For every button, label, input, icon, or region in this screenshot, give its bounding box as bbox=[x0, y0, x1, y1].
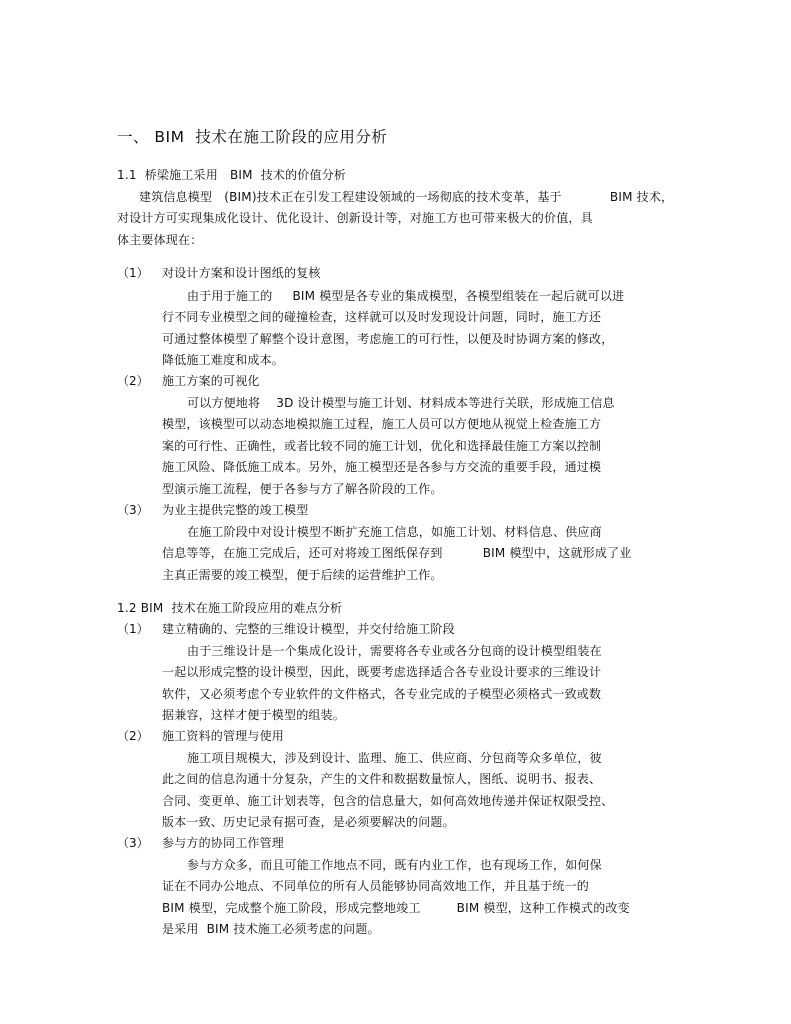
item-number: （1） bbox=[117, 622, 149, 636]
paragraph-line: 由于三维设计是一个集成化设计，需要将各专业或各分包商的设计模型组装在 bbox=[187, 644, 602, 658]
section-1-intro-line: 建筑信息模型 (BIM)技术正在引发工程建设领域的一场彻底的技术变革，基于 BIM 技术， bbox=[139, 190, 674, 204]
item-number: （1） bbox=[117, 266, 149, 280]
paragraph-line: 降低施工难度和成本。 bbox=[162, 353, 285, 367]
document-heading: 一、 BIM 技术在施工阶段的应用分析 bbox=[117, 128, 388, 146]
paragraph-line: 版本一致、历史记录有据可查，是必须要解决的问题。 bbox=[162, 815, 455, 829]
item-number: （2） bbox=[117, 729, 149, 743]
paragraph-line: 证在不同办公地点、不同单位的所有人员能够协同高效地工作，并且基于统一的 bbox=[162, 879, 590, 893]
paragraph-line: 可以方便地将 3D 设计模型与施工计划、材料成本等进行关联，形成施工信息 bbox=[187, 396, 615, 410]
paragraph-line: 参与方众多，而且可能工作地点不同，既有内业工作，也有现场工作，如何保 bbox=[187, 858, 602, 872]
paragraph-line: 主真正需要的竣工模型，便于后续的运营维护工作。 bbox=[162, 568, 443, 582]
paragraph-line: 信息等等，在施工完成后，还可对将竣工图纸保存到 BIM 模型中，这就形成了业 bbox=[162, 546, 632, 560]
paragraph-line: 可通过整体模型了解整个设计意图，考虑施工的可行性，以便及时协调方案的修改， bbox=[162, 332, 614, 346]
item-title: 参与方的协同工作管理 bbox=[162, 836, 285, 850]
section-1-title: 1.1 桥梁施工采用 BIM 技术的价值分析 bbox=[117, 168, 347, 182]
paragraph-line: 在施工阶段中对设计模型不断扩充施工信息，如施工计划、材料信息、供应商 bbox=[187, 525, 602, 539]
paragraph-line: 合同、变更单、施工计划表等，包含的信息量大，如何高效地传递并保证权限受控、 bbox=[162, 794, 614, 808]
item-title: 施工方案的可视化 bbox=[162, 374, 260, 388]
item-number: （3） bbox=[117, 503, 149, 517]
paragraph-line: 由于用于施工的 BIM 模型是各专业的集成模型，各模型组装在一起后就可以进 bbox=[187, 289, 625, 303]
item-number: （2） bbox=[117, 374, 149, 388]
paragraph-line: 模型，该模型可以动态地模拟施工过程，施工人员可以方便地从视觉上检查施工方 bbox=[162, 417, 602, 431]
item-title: 施工资料的管理与使用 bbox=[162, 729, 285, 743]
paragraph-line: 一起以形成完整的设计模型，因此，既要考虑选择适合各专业设计要求的三维设计 bbox=[162, 665, 602, 679]
item-number: （3） bbox=[117, 836, 149, 850]
section-1-intro-line: 对设计方可实现集成化设计、优化设计、创新设计等，对施工方也可带来极大的价值，具 bbox=[117, 211, 593, 225]
paragraph-line: 型演示施工流程，便于各参与方了解各阶段的工作。 bbox=[162, 482, 443, 496]
item-title: 为业主提供完整的竣工模型 bbox=[162, 503, 309, 517]
paragraph-line: 案的可行性、正确性，或者比较不同的施工计划，优化和选择最佳施工方案以控制 bbox=[162, 439, 602, 453]
paragraph-line: BIM 模型，完成整个施工阶段，形成完整地竣工 BIM 模型，这种工作模式的改变 bbox=[162, 901, 630, 915]
paragraph-line: 软件，又必须考虑个专业软件的文件格式，各专业完成的子模型必须格式一致或数 bbox=[162, 687, 602, 701]
section-2-title: 1.2 BIM 技术在施工阶段应用的难点分析 bbox=[117, 601, 343, 615]
paragraph-line: 施工项目规模大，涉及到设计、监理、施工、供应商、分包商等众多单位，彼 bbox=[187, 751, 602, 765]
paragraph-line: 据兼容，这样才便于模型的组装。 bbox=[162, 708, 346, 722]
item-title: 建立精确的、完整的三维设计模型，并交付给施工阶段 bbox=[162, 622, 455, 636]
item-title: 对设计方案和设计图纸的复核 bbox=[162, 266, 321, 280]
paragraph-line: 施工风险、降低施工成本。另外，施工模型还是各参与方交流的重要手段，通过模 bbox=[162, 460, 602, 474]
section-1-intro-line: 体主要体现在： bbox=[117, 233, 203, 247]
paragraph-line: 此之间的信息沟通十分复杂，产生的文件和数据数量惊人，图纸、说明书、报表、 bbox=[162, 772, 602, 786]
paragraph-line: 行不同专业模型之间的碰撞检查，这样就可以及时发现设计问题，同时，施工方还 bbox=[162, 310, 602, 324]
paragraph-line: 是采用 BIM 技术施工必须考虑的问题。 bbox=[162, 922, 380, 936]
